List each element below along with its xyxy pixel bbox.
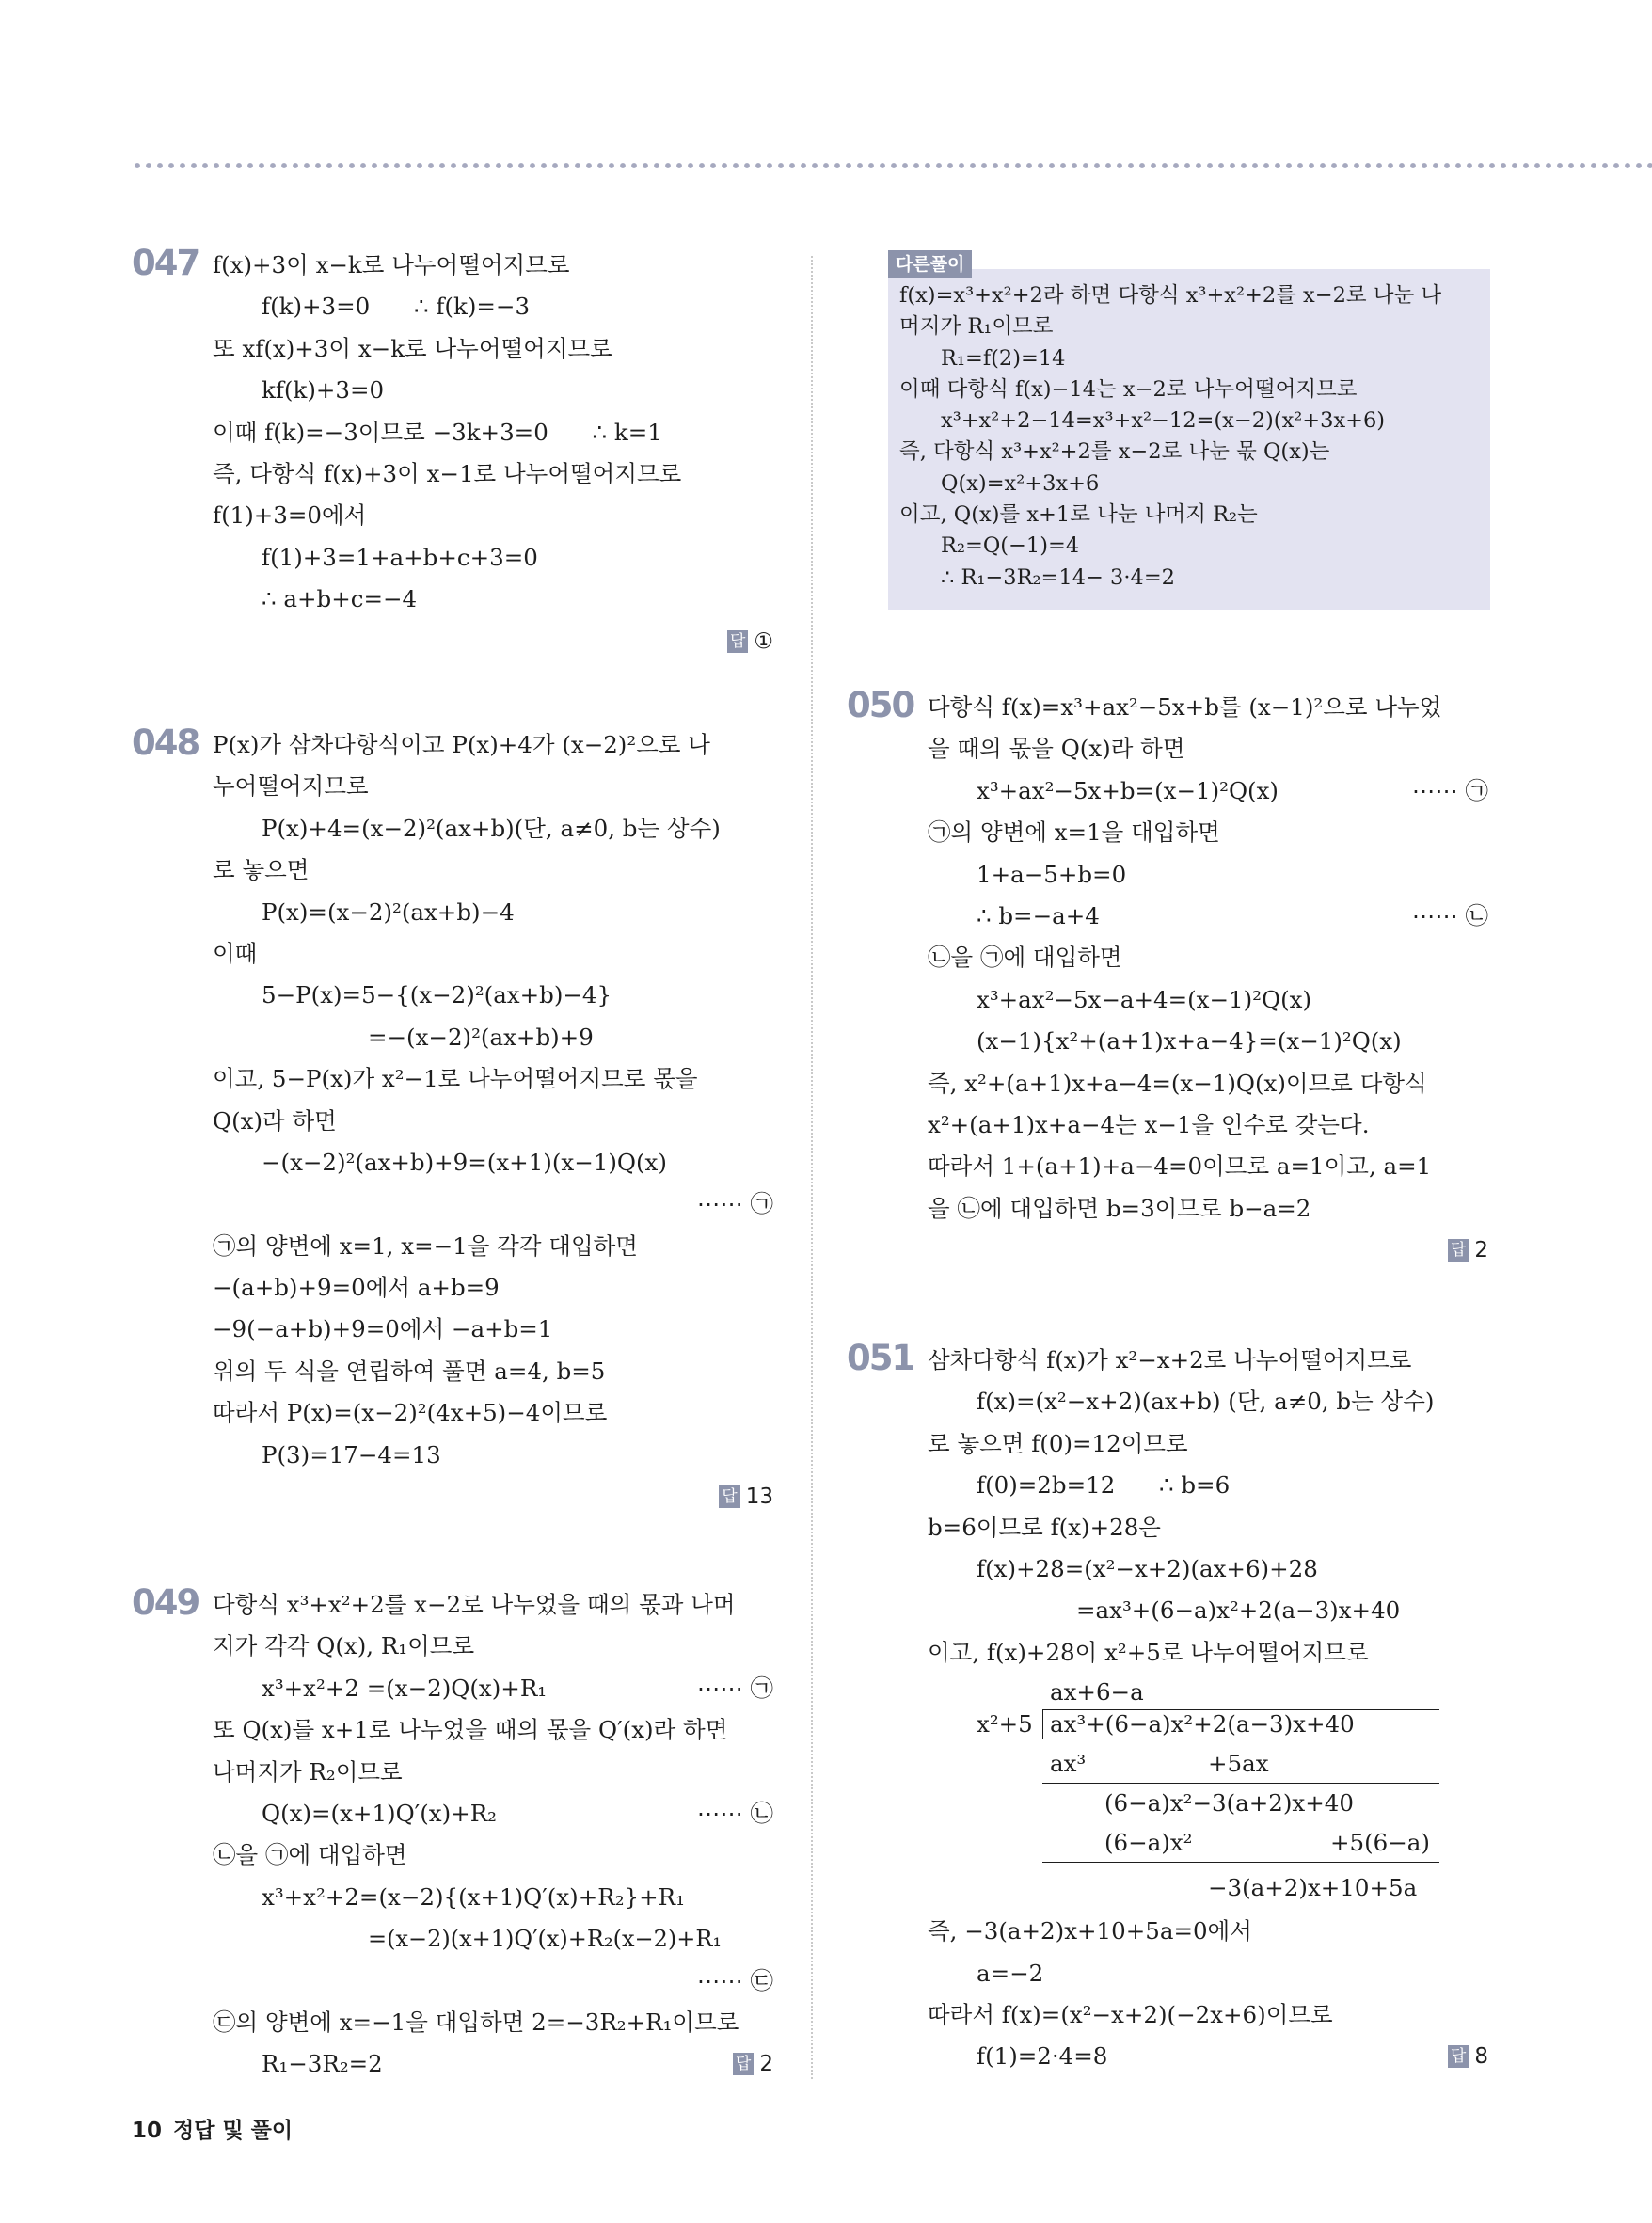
solution-line: 5−P(x)=5−{(x−2)²(ax+b)−4} [262,981,612,1009]
answer [213,1476,773,1517]
solution-line: f(x)=(x²−x+2)(ax+b) (단, a≠0, b는 상수) [977,1388,1435,1416]
solution-line: 을 ㉡에 대입하면 b=3이므로 b−a=2 [928,1194,1311,1222]
equation-tag: ⋯⋯ ㉡ [696,1799,773,1827]
answer-badge: 답 [719,1485,739,1508]
answer-badge: 답 [1448,1239,1469,1262]
solution-line: −(a+b)+9=0에서 a+b=9 [213,1274,500,1302]
solution-line [928,2036,1567,2077]
solution-line [213,1793,852,1834]
answer [928,1230,1488,1271]
solution-line: 이때 [213,939,258,967]
polynomial-long-division [928,1674,1567,1869]
answer [733,2043,773,2085]
solution-line: P(x)+4=(x−2)²(ax+b)(단, a≠0, b는 상수) [262,814,721,842]
alt-line: 이때 다항식 f(x)−14는 x−2로 나누어떨어지므로 [899,376,1358,402]
solution-line: 위의 두 식을 연립하여 풀면 a=4, b=5 [213,1357,606,1385]
equation-tag: ⋯⋯ ㉠ [1411,776,1488,804]
solution-line: =ax³+(6−a)x²+2(a−3)x+40 [1076,1596,1401,1625]
solution-line: P(3)=17−4=13 [262,1440,441,1469]
solution-line: 로 놓으면 [213,856,310,884]
alt-line: 즉, 다항식 x³+x²+2를 x−2로 나눈 몫 Q(x)는 [899,439,1330,465]
solution-line: f(1)+3=1+a+b+c+3=0 [262,543,538,571]
solution-line: 누어떨어지므로 [213,772,369,801]
solution-line: −9(−a+b)+9=0에서 −a+b=1 [213,1315,553,1343]
problem-049 [132,1582,852,2086]
solution-line: =−(x−2)²(ax+b)+9 [368,1023,594,1051]
answer [213,621,773,662]
solution-line: 따라서 f(x)=(x²−x+2)(−2x+6)이므로 [928,2000,1333,2028]
problem-number: 050 [847,685,914,725]
solution-line: x³+x²+2=(x−2){(x+1)Q′(x)+R₂}+R₁ [262,1882,685,1911]
equation-text: ∴ b=−a+4 [977,901,1100,929]
division-rule [1042,1862,1439,1863]
solution-line: f(x)+28=(x²−x+2)(ax+6)+28 [977,1554,1318,1582]
equation-tag: ⋯⋯ ㉢ [696,1966,773,1994]
problem-047 [132,243,852,662]
solution-line: kf(k)+3=0 [262,376,385,405]
solution-line: ㉡을 ㉠에 대입하면 [213,1841,407,1869]
solution-line: 삼차다항식 f(x)가 x²−x+2로 나누어떨어지므로 [928,1346,1412,1373]
answer-badge: 답 [733,2053,754,2075]
alternative-solution-label: 다른풀이 [888,250,972,278]
answer-value: 2 [759,2052,773,2077]
equation-tag: ⋯⋯ ㉠ [696,1674,773,1702]
page-number: 10 [132,2119,163,2143]
problem-number: 048 [132,722,199,763]
solution-line: ㉡을 ㉠에 대입하면 [928,944,1122,972]
solution-line: f(0)=2b=12 ∴ b=6 [977,1471,1231,1500]
alt-line: 이고, Q(x)를 x+1로 나눈 나머지 R₂는 [899,502,1258,528]
answer-value: 2 [1474,1238,1488,1263]
solution-line: 또 xf(x)+3이 x−k로 나누어떨어지므로 [213,334,612,362]
division-remainder-1: (6−a)x²−3(a+2)x+40 [1104,1789,1354,1818]
alt-line: 머지가 R₁이므로 [899,314,1054,340]
page-label: 정답 및 풀이 [173,2119,294,2143]
solution-line: 이때 f(k)=−3이므로 −3k+3=0 ∴ k=1 [213,418,662,446]
top-dotted-rule [132,162,1652,169]
alt-line: f(x)=x³+x²+2라 하면 다항식 x³+x²+2를 x−2로 나눈 나 [899,283,1442,308]
division-divisor: x²+5 [977,1710,1033,1739]
solution-line [928,770,1567,812]
equation-tag: ⋯⋯ ㉠ [696,1190,773,1218]
solution-line: 즉, 다항식 f(x)+3이 x−1로 나누어떨어지므로 [213,459,682,487]
solution-line: −(x−2)²(ax+b)+9=(x+1)(x−1)Q(x) [262,1148,667,1176]
problem-number: 047 [132,243,199,283]
answer-badge: 답 [727,630,748,653]
solution-line: 즉, −3(a+2)x+10+5a=0에서 [928,1917,1252,1945]
division-remainder-2: −3(a+2)x+10+5a [1208,1874,1418,1902]
solution-line: ∴ a+b+c=−4 [262,585,418,613]
equation-text: Q(x)=(x+1)Q′(x)+R₂ [262,1799,497,1827]
problem-051 [847,1338,1567,2078]
division-quotient: ax+6−a [1050,1678,1144,1707]
solution-line: 1+a−5+b=0 [977,860,1127,888]
alt-line: x³+x²+2−14=x³+x²−12=(x−2)(x²+3x+6) [941,408,1386,434]
solution-line: x²+(a+1)x+a−4는 x−1을 인수로 갖는다. [928,1110,1370,1138]
division-rule [1042,1783,1439,1784]
solution-line: b=6이므로 f(x)+28은 [928,1513,1161,1541]
division-sub2-left: (6−a)x² [1104,1829,1193,1857]
solution-line: 따라서 1+(a+1)+a−4=0이므로 a=1이고, a=1 [928,1152,1432,1181]
equation-text: x³+ax²−5x+b=(x−1)²Q(x) [977,776,1279,804]
equation-text: x³+x²+2 =(x−2)Q(x)+R₁ [262,1674,548,1702]
solution-line [928,896,1567,937]
equation-tag-line [213,1183,852,1225]
solution-line: f(k)+3=0 ∴ f(k)=−3 [262,293,531,321]
division-dividend: ax³+(6−a)x²+2(a−3)x+40 [1050,1710,1355,1739]
problem-number: 051 [847,1338,914,1378]
equation-tag: ⋯⋯ ㉡ [1411,901,1488,929]
solution-line: 또 Q(x)를 x+1로 나누었을 때의 몫을 Q′(x)라 하면 [213,1716,728,1744]
division-remainder-row [928,1869,1567,1911]
page-footer [132,2113,293,2144]
equation-tag-line [213,1961,852,2002]
solution-line: 즉, x²+(a+1)x+a−4=(x−1)Q(x)이므로 다항식 [928,1069,1427,1097]
problem-number: 049 [132,1582,199,1623]
solution-line: Q(x)라 하면 [213,1106,337,1135]
solution-line: ㉠의 양변에 x=1, x=−1을 각각 대입하면 [213,1231,638,1260]
solution-line: P(x)가 삼차다항식이고 P(x)+4가 (x−2)²으로 나 [213,731,710,758]
solution-line: 이고, 5−P(x)가 x²−1로 나누어떨어지므로 몫을 [213,1065,698,1093]
alt-line: ∴ R₁−3R₂=14− 3·4=2 [941,564,1175,590]
answer [1448,2036,1488,2077]
solution-line: P(x)=(x−2)²(ax+b)−4 [262,897,515,926]
division-bracket [1042,1709,1043,1739]
solution-line: =(x−2)(x+1)Q′(x)+R₂(x−2)+R₁ [368,1926,723,1953]
answer-value: 13 [745,1485,773,1510]
solution-line: ㉢의 양변에 x=−1을 대입하면 2=−3R₂+R₁이므로 [213,2008,739,2036]
solution-line: ㉠의 양변에 x=1을 대입하면 [928,818,1220,847]
solution-line: 로 놓으면 f(0)=12이므로 [928,1429,1188,1457]
division-sub2-right: +5(6−a) [1330,1829,1430,1857]
alt-line: R₂=Q(−1)=4 [941,533,1080,559]
answer-value: 8 [1474,2044,1488,2070]
solution-line: 다항식 f(x)=x³+ax²−5x+b를 (x−1)²으로 나누었 [928,693,1442,721]
solution-line: f(1)+3=0에서 [213,501,367,530]
solution-line [213,1668,852,1709]
solution-line [213,2043,852,2085]
alternative-solution-content [899,280,1483,594]
solution-line: 지가 각각 Q(x), R₁이므로 [213,1632,475,1660]
equation-text: f(1)=2·4=8 [977,2042,1108,2071]
solution-line: 따라서 P(x)=(x−2)²(4x+5)−4이므로 [213,1399,608,1427]
division-sub1-left: ax³ [1050,1750,1087,1778]
problem-048 [132,722,852,1517]
solution-line: a=−2 [977,1959,1044,1987]
alt-line: Q(x)=x²+3x+6 [941,470,1100,496]
solution-line: 다항식 x³+x²+2를 x−2로 나누었을 때의 몫과 나머 [213,1591,736,1618]
solution-line: 나머지가 R₂이므로 [213,1757,403,1786]
division-sub1-right: +5ax [1208,1750,1269,1778]
alt-line: R₁=f(2)=14 [941,345,1066,371]
alternative-solution-box [888,269,1490,610]
solution-line: 이고, f(x)+28이 x²+5로 나누어떨어지므로 [928,1638,1369,1666]
equation-text: R₁−3R₂=2 [262,2050,383,2078]
problem-050 [847,685,1567,1271]
solution-line: 을 때의 몫을 Q(x)라 하면 [928,735,1185,763]
answer-value: ① [754,628,773,654]
solution-line: f(x)+3이 x−k로 나누어떨어지므로 [213,251,570,278]
solution-line: x³+ax²−5x−a+4=(x−1)²Q(x) [977,985,1312,1013]
solution-line: (x−1){x²+(a+1)x+a−4}=(x−1)²Q(x) [977,1027,1402,1056]
answer-badge: 답 [1448,2045,1469,2068]
